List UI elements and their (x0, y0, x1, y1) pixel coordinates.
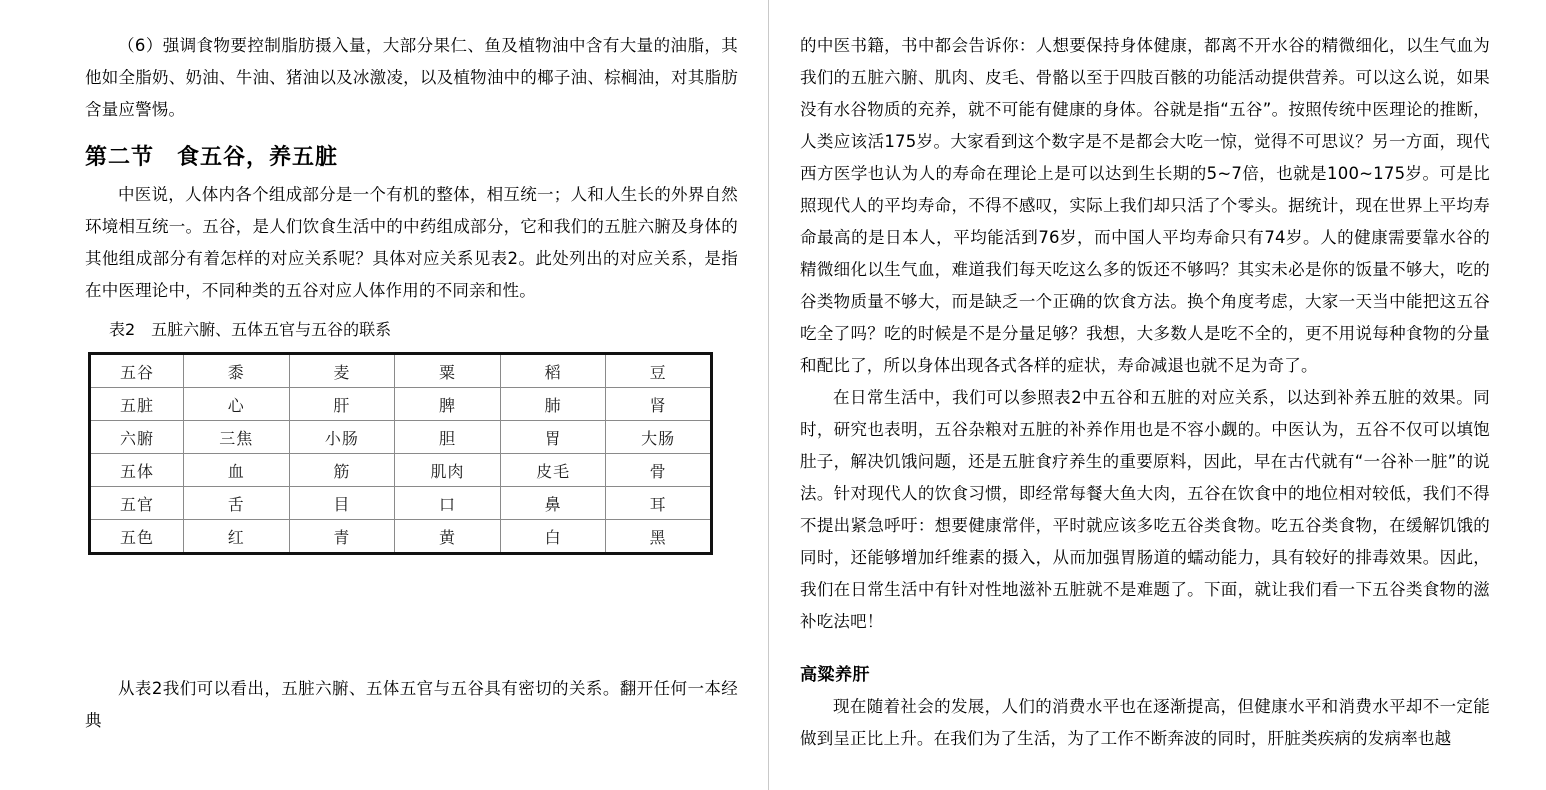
table-row (90, 421, 712, 454)
table-cell: 白 (500, 520, 606, 554)
table-cell: 豆 (606, 354, 712, 388)
table-cell-label: 五谷 (90, 354, 184, 388)
page-whitespace (85, 555, 738, 673)
table-cell: 大肠 (606, 421, 712, 454)
table-cell: 耳 (606, 487, 712, 520)
table-row (90, 520, 712, 554)
table-cell: 鼻 (500, 487, 606, 520)
intro-paragraph: 中医说，人体内各个组成部分是一个有机的整体，相互统一；人和人生长的外界自然环境相互统一。五谷，是人们饮食生活中的中药组成部分，它和我们的五脏六腑及身体的其他组成部分有着怎样的对应关系呢？具体对应关系见表2。此处列出的对应关系，是指在中医理论中，不同种类的五谷对应人体作用的不同亲和性。 (85, 185, 738, 300)
table-cell: 黑 (649, 527, 667, 547)
table-cell: 胃 (500, 421, 606, 454)
right-paragraph-2: 在日常生活中，我们可以参照表2中五谷和五脏的对应关系，以达到补养五脏的效果。同时，研究也表明，五谷杂粮对五脏的补养作用也是不容小觑的。中医认为，五谷不仅可以填饱肚子，解决饥饿问题，还是五脏食疗养生的重要原料，因此，早在古代就有“一谷补一脏”的说法。针对现代人的饮食习惯，即经常每餐大鱼大肉，五谷在饮食中的地位相对较低，我们不得不提出紧急呼吁：想要健康常伴，平时就应该多吃五谷类食物。吃五谷类食物，在缓解饥饿的同时，还能够增加纤维素的摄入，从而加强胃肠道的蠕动能力，具有较好的排毒效果。因此，我们在日常生活中有针对性地滋补五脏就不是难题了。下面，就让我们看一下五谷类食物的滋补吃法吧！ (800, 388, 1490, 631)
section-heading: 第二节 食五谷，养五脏 (85, 144, 339, 170)
table-cell-label: 五脏 (90, 388, 184, 421)
table-row (90, 388, 712, 421)
table-cell: 脾 (395, 388, 501, 421)
table-cell-label: 五官 (90, 487, 184, 520)
table-cell: 舌 (184, 487, 290, 520)
table-cell-label: 六腑 (90, 421, 184, 454)
table-cell: 皮毛 (500, 454, 606, 487)
table-cell: 黄 (395, 520, 501, 554)
table-cell: 麦 (289, 354, 395, 388)
table-cell: 口 (395, 487, 501, 520)
table-row (90, 354, 712, 388)
table-cell: 小肠 (289, 421, 395, 454)
table-cell: 筋 (289, 454, 395, 487)
right-paragraph-1: 的中医书籍，书中都会告诉你：人想要保持身体健康，都离不开水谷的精微细化，以生气血为我们的五脏六腑、肌肉、皮毛、骨骼以至于四肢百骸的功能活动提供营养。可以这么说，如果没有水谷物质的充养，就不可能有健康的身体。谷就是指“五谷”。按照传统中医理论的推断，人类应该活175岁。大家看到这个数字是不是都会大吃一惊，觉得不可思议？另一方面，现代西方医学也认为人的寿命在理论上是可以达到生长期的5~7倍，也就是100~175岁。可是比照现代人的平均寿命，不得不感叹，实际上我们却只活了个零头。据统计，现在世界上平均寿命最高的是日本人，平均能活到76岁，而中国人平均寿命只有74岁。人的健康需要靠水谷的精微细化以生气血，难道我们每天吃这么多的饭还不够吗？其实未必是你的饭量不够大，吃的谷类物质量不够大，而是缺乏一个正确的饮食方法。换个角度考虑，大家一天当中能把这五谷吃全了吗？吃的时候是不是分量足够？我想，大多数人是吃不全的，更不用说每种食物的分量和配比了，所以身体出现各式各样的症状，寿命减退也就不足为奇了。 (800, 36, 1490, 375)
paragraph-item-6: （6）强调食物要控制脂肪摄入量，大部分果仁、鱼及植物油中含有大量的油脂，其他如全脂奶、奶油、牛油、猪油以及冰激凌，以及植物油中的椰子油、棕榈油，对其脂肪含量应警惕。 (85, 36, 738, 119)
table-cell: 稻 (500, 354, 606, 388)
table-row (90, 487, 712, 520)
table-cell: 黍 (184, 354, 290, 388)
table-cell-label: 五色 (90, 520, 184, 554)
table-cell: 三焦 (184, 421, 290, 454)
left-page (0, 0, 768, 790)
table-cell: 血 (184, 454, 290, 487)
table-cell: 红 (184, 520, 290, 554)
grain-organ-table (88, 352, 713, 555)
closing-paragraph: 从表2我们可以看出，五脏六腑、五体五官与五谷具有密切的关系。翻开任何一本经典 (85, 679, 738, 730)
table-cell: 粟 (395, 354, 501, 388)
table-cell: 青 (289, 520, 395, 554)
table-caption: 表2 五脏六腑、五体五官与五谷的联系 (109, 320, 392, 339)
right-page (768, 0, 1546, 790)
table-cell: 肝 (289, 388, 395, 421)
table-cell: 目 (289, 487, 395, 520)
table-cell: 骨 (606, 454, 712, 487)
right-paragraph-3: 现在随着社会的发展，人们的消费水平也在逐渐提高，但健康水平和消费水平却不一定能做到呈正比上升。在我们为了生活，为了工作不断奔波的同时，肝脏类疾病的发病率也越 (800, 697, 1490, 748)
table-container (88, 352, 713, 555)
table-cell: 肾 (606, 388, 712, 421)
table-cell-label: 五体 (90, 454, 184, 487)
table-body (90, 354, 712, 554)
table-cell: 胆 (395, 421, 501, 454)
sub-heading-sorghum: 高粱养肝 (800, 665, 870, 685)
table-cell: 心 (184, 388, 290, 421)
table-cell: 肌肉 (395, 454, 501, 487)
table-cell: 肺 (500, 388, 606, 421)
table-row (90, 454, 712, 487)
